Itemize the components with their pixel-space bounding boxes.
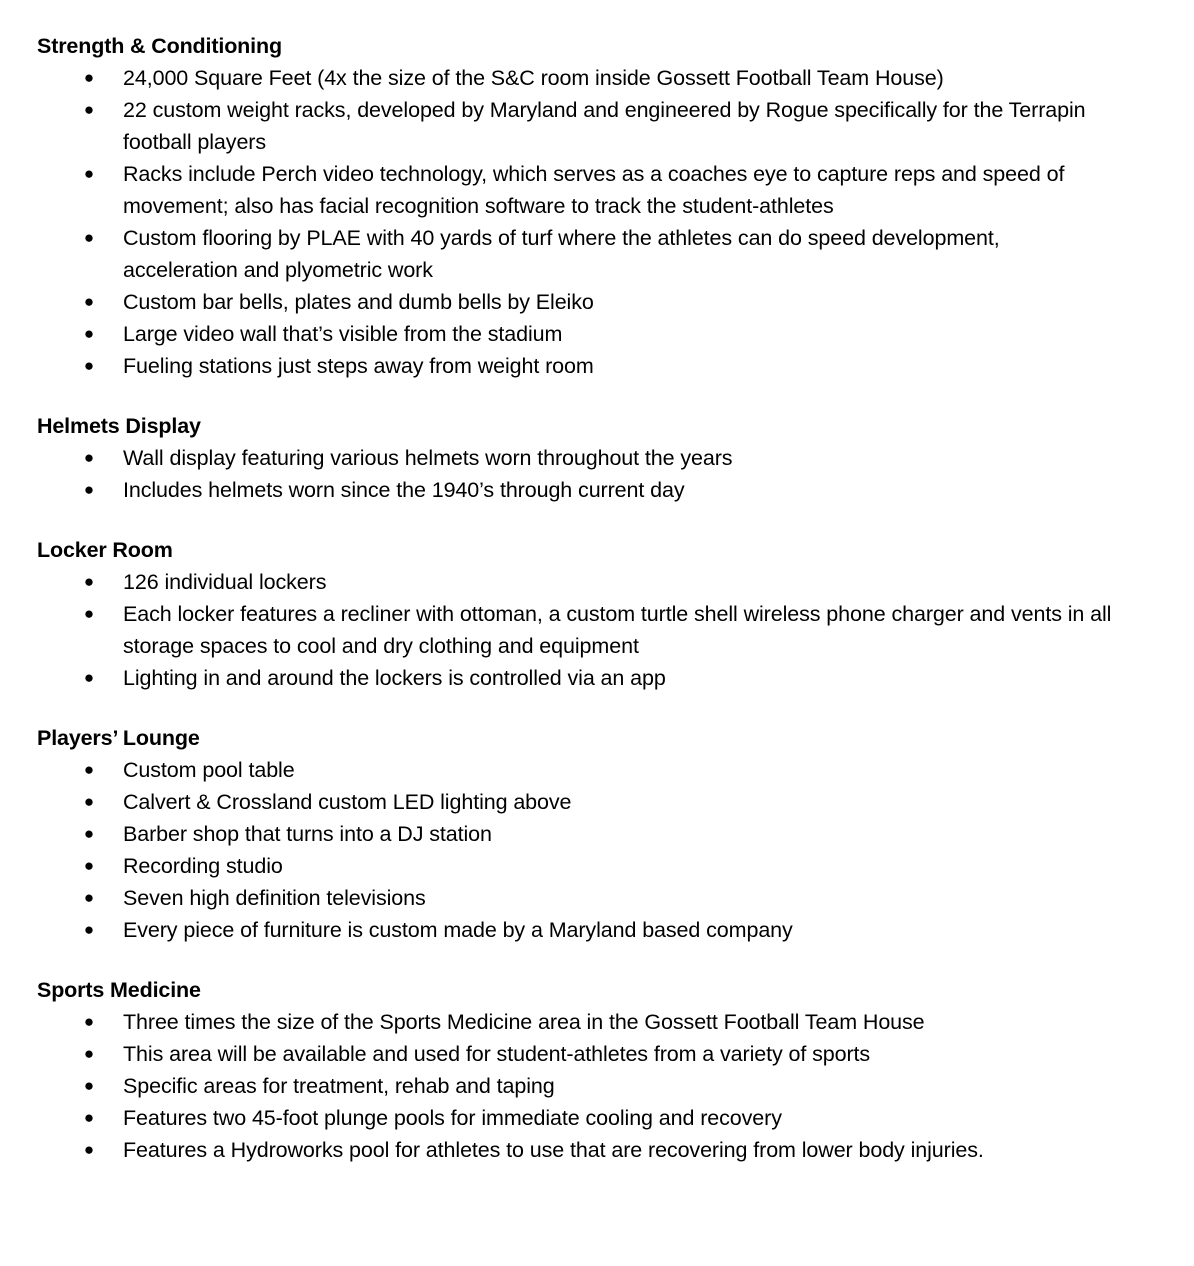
list-item-text: Includes helmets worn since the 1940’s through current day — [123, 478, 685, 502]
list-item — [37, 818, 1114, 850]
bullet-point-icon: ● — [83, 1012, 95, 1031]
list-item — [37, 442, 1114, 474]
list-item-text: Custom pool table — [123, 758, 295, 782]
list-item-text: Every piece of furniture is custom made by a Maryland based company — [123, 918, 793, 942]
list-item — [37, 598, 1114, 662]
bullet-list — [37, 442, 1114, 506]
list-item — [37, 754, 1114, 786]
bullet-point-icon: ● — [83, 292, 95, 311]
list-item — [37, 882, 1114, 914]
bullet-point-icon: ● — [83, 228, 95, 247]
document-section — [37, 974, 1114, 1166]
bullet-list — [37, 1006, 1114, 1166]
list-item-text: 24,000 Square Feet (4x the size of the S&C room inside Gossett Football Team House) — [123, 66, 944, 90]
bullet-point-icon: ● — [83, 68, 95, 87]
list-item-text: This area will be available and used for student-athletes from a variety of sports — [123, 1042, 871, 1066]
bullet-point-icon: ● — [83, 448, 95, 467]
bullet-list — [37, 62, 1114, 382]
list-item-text: Custom bar bells, plates and dumb bells by Eleiko — [123, 290, 594, 314]
bullet-point-icon: ● — [83, 1076, 95, 1095]
section-heading: Locker Room — [37, 538, 173, 562]
bullet-point-icon: ● — [83, 1108, 95, 1127]
list-item — [37, 286, 1114, 318]
bullet-point-icon: ● — [83, 792, 95, 811]
bullet-list — [37, 754, 1114, 946]
list-item — [37, 1070, 1114, 1102]
section-heading: Sports Medicine — [37, 978, 201, 1002]
list-item-text: Large video wall that’s visible from the stadium — [123, 322, 563, 346]
bullet-point-icon: ● — [83, 604, 95, 623]
list-item — [37, 62, 1114, 94]
list-item — [37, 350, 1114, 382]
bullet-point-icon: ● — [83, 164, 95, 183]
section-heading: Strength & Conditioning — [37, 34, 282, 58]
document-section — [37, 410, 1114, 506]
bullet-point-icon: ● — [83, 1140, 95, 1159]
list-item-text: Lighting in and around the lockers is controlled via an app — [123, 666, 666, 690]
list-item — [37, 158, 1114, 222]
bullet-point-icon: ● — [83, 920, 95, 939]
list-item-text: 126 individual lockers — [123, 570, 327, 594]
list-item-text: Features a Hydroworks pool for athletes to use that are recovering from lower body injuries. — [123, 1138, 984, 1162]
list-item-text: Specific areas for treatment, rehab and taping — [123, 1074, 555, 1098]
list-item — [37, 786, 1114, 818]
list-item-text: Each locker features a recliner with ottoman, a custom turtle shell wireless phone charger and vents in all storage spaces to cool and dry clothing and equipment — [123, 602, 1112, 658]
list-item — [37, 222, 1114, 286]
list-item — [37, 914, 1114, 946]
list-item-text: 22 custom weight racks, developed by Maryland and engineered by Rogue specifically for the Terrapin football players — [123, 98, 1086, 154]
list-item — [37, 850, 1114, 882]
list-item — [37, 474, 1114, 506]
bullet-point-icon: ● — [83, 572, 95, 591]
bullet-point-icon: ● — [83, 100, 95, 119]
document-section — [37, 30, 1114, 382]
list-item-text: Racks include Perch video technology, which serves as a coaches eye to capture reps and speed of movement; also has facial recognition software to track the student-athletes — [123, 162, 1065, 218]
list-item — [37, 1006, 1114, 1038]
list-item-text: Barber shop that turns into a DJ station — [123, 822, 492, 846]
bullet-point-icon: ● — [83, 1044, 95, 1063]
bullet-point-icon: ● — [83, 824, 95, 843]
document-section — [37, 722, 1114, 946]
bullet-list — [37, 566, 1114, 694]
list-item-text: Wall display featuring various helmets worn throughout the years — [123, 446, 733, 470]
list-item-text: Features two 45-foot plunge pools for immediate cooling and recovery — [123, 1106, 782, 1130]
list-item — [37, 566, 1114, 598]
list-item — [37, 1038, 1114, 1070]
list-item — [37, 318, 1114, 350]
list-item — [37, 94, 1114, 158]
list-item-text: Seven high definition televisions — [123, 886, 426, 910]
list-item — [37, 1102, 1114, 1134]
list-item-text: Three times the size of the Sports Medicine area in the Gossett Football Team House — [123, 1010, 925, 1034]
list-item — [37, 1134, 1114, 1166]
bullet-point-icon: ● — [83, 356, 95, 375]
bullet-point-icon: ● — [83, 856, 95, 875]
bullet-point-icon: ● — [83, 668, 95, 687]
list-item-text: Custom flooring by PLAE with 40 yards of turf where the athletes can do speed development, acceleration and plyometric work — [123, 226, 1000, 282]
bullet-point-icon: ● — [83, 760, 95, 779]
document-section — [37, 534, 1114, 694]
list-item-text: Recording studio — [123, 854, 283, 878]
list-item-text: Fueling stations just steps away from weight room — [123, 354, 594, 378]
document-body — [37, 30, 1114, 1166]
section-heading: Players’ Lounge — [37, 726, 200, 750]
section-heading: Helmets Display — [37, 414, 201, 438]
list-item — [37, 662, 1114, 694]
bullet-point-icon: ● — [83, 888, 95, 907]
bullet-point-icon: ● — [83, 324, 95, 343]
bullet-point-icon: ● — [83, 480, 95, 499]
list-item-text: Calvert & Crossland custom LED lighting above — [123, 790, 572, 814]
